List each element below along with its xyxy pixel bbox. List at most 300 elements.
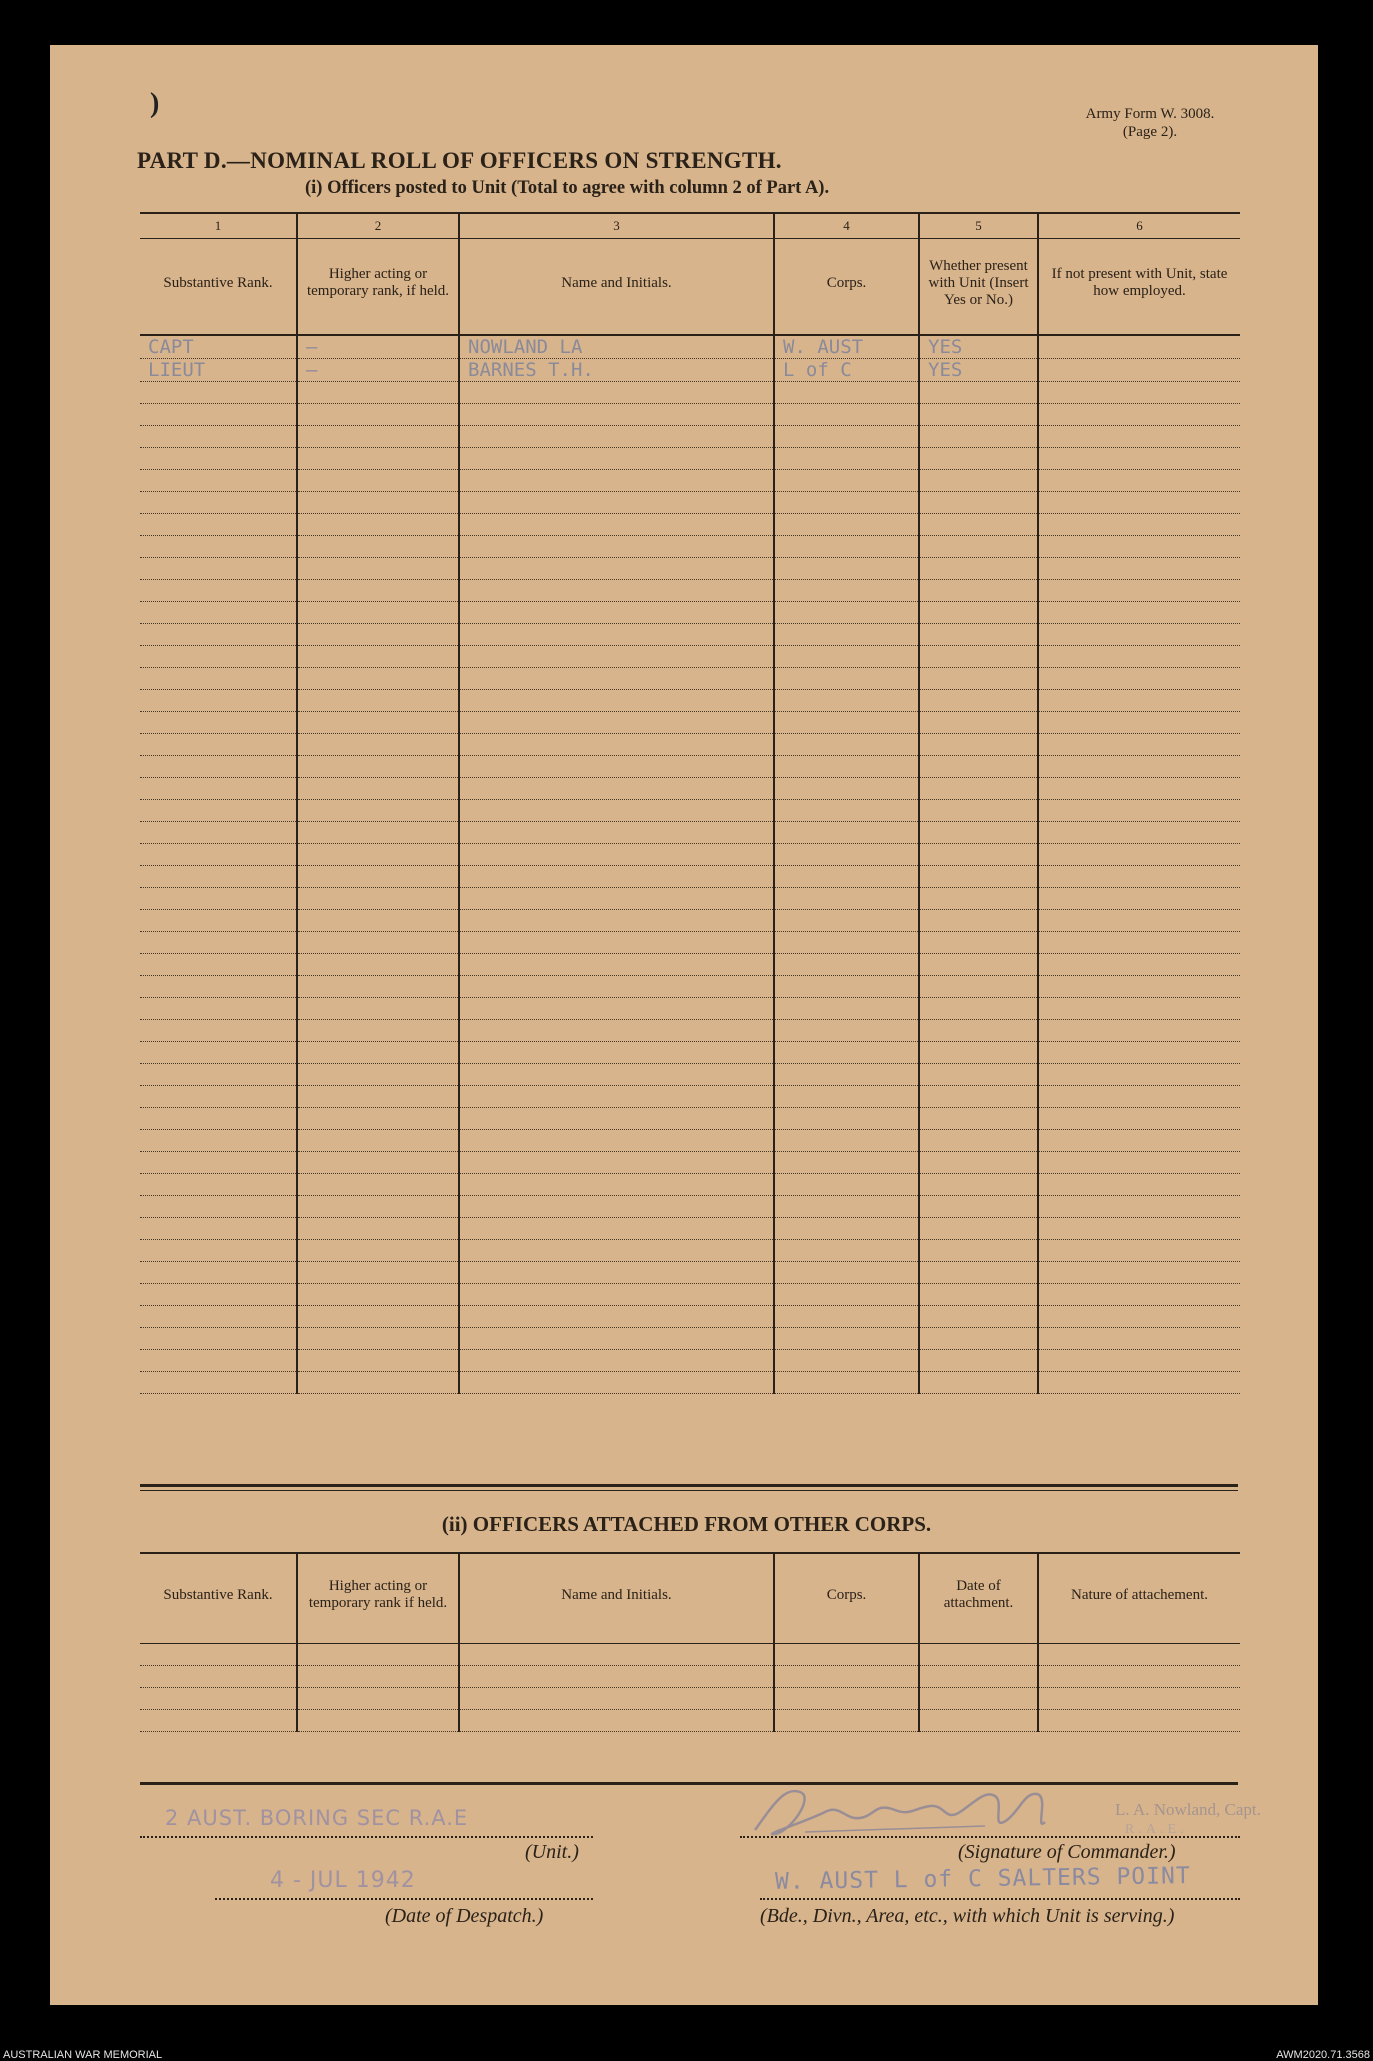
table-row [140,557,1240,579]
table-cell [774,799,919,821]
table-cell [774,1327,919,1349]
table-cell [919,1041,1038,1063]
table-row [140,909,1240,931]
table-cell [297,777,459,799]
table-cell [140,335,297,359]
watermark-left: AUSTRALIAN WAR MEMORIAL [3,2049,163,2061]
table-cell [140,887,297,909]
table-cell [297,557,459,579]
table-cell [140,579,297,601]
header-name-initials: Name and Initials. [459,1553,774,1643]
table-cell [919,1371,1038,1393]
table-row [140,535,1240,557]
table-cell [297,601,459,623]
tick-mark: ) [150,88,160,119]
table-cell [774,909,919,931]
table-cell [919,865,1038,887]
table-cell [140,1687,297,1709]
table-cell [140,1305,297,1327]
table-cell [774,1687,919,1709]
table-cell [459,1063,774,1085]
table-cell [297,623,459,645]
table-cell [140,667,297,689]
bde-handwriting: W. AUST L of C SALTERS POINT [774,1863,1191,1895]
officers-posted-table [140,212,1240,1394]
table-cell [459,909,774,931]
table-cell [919,1687,1038,1709]
table-cell [1038,843,1240,865]
table-row [140,513,1240,535]
table-cell [459,381,774,403]
table-row [140,1665,1240,1687]
table-cell [1038,931,1240,953]
table-cell [297,447,459,469]
table-row [140,733,1240,755]
table-cell [919,1709,1038,1731]
table-cell [919,1217,1038,1239]
table-cell [297,733,459,755]
table-cell [919,557,1038,579]
table-cell [140,1643,297,1665]
table-cell [459,557,774,579]
table-cell [297,1063,459,1085]
table-row [140,1371,1240,1393]
table-cell [459,1151,774,1173]
table-cell [140,491,297,513]
table-cell [774,1283,919,1305]
table-row [140,1173,1240,1195]
table-cell [1038,1063,1240,1085]
table-cell [297,1239,459,1261]
table-cell [297,1709,459,1731]
table-cell [919,601,1038,623]
table-cell [774,997,919,1019]
table-cell [297,335,459,359]
handwritten-entry: NOWLAND LA [468,335,583,358]
table-cell [459,623,774,645]
table-cell [919,579,1038,601]
table-cell [459,1665,774,1687]
table-cell [774,1349,919,1371]
handwritten-entry: LIEUT [148,358,206,381]
table-cell [1038,755,1240,777]
table-row [140,865,1240,887]
table-cell [1038,623,1240,645]
table-cell [459,1371,774,1393]
table-cell [774,579,919,601]
table-cell [1038,1261,1240,1283]
typed-unit: R.A.E. [1125,1822,1188,1837]
table-cell [297,1327,459,1349]
col-num-2: 2 [297,213,459,239]
table-cell [459,975,774,997]
table-cell [774,1261,919,1283]
header-date-attachment: Date of attachment. [919,1553,1038,1643]
table-cell [297,865,459,887]
table-cell [140,623,297,645]
table-cell [774,843,919,865]
table-cell [774,601,919,623]
col-num-5: 5 [919,213,1038,239]
table-cell [459,403,774,425]
table-cell [774,1239,919,1261]
table-cell [297,711,459,733]
table-cell [1038,557,1240,579]
header-higher-rank: Higher acting or temporary rank if held. [297,1553,459,1643]
table-cell [774,447,919,469]
table-cell [297,1019,459,1041]
table-cell [140,1173,297,1195]
table-cell [140,1063,297,1085]
handwritten-entry: CAPT [148,335,194,358]
header-corps: Corps. [774,239,919,335]
table-cell [1038,1665,1240,1687]
unit-caption: (Unit.) [525,1841,579,1863]
table-cell [774,1151,919,1173]
table-cell [459,865,774,887]
table-row [140,1349,1240,1371]
table-cell [1038,491,1240,513]
table-cell [297,1371,459,1393]
table-cell [140,1107,297,1129]
table-cell [459,1643,774,1665]
col-num-6: 6 [1038,213,1240,239]
handwritten-entry: — [306,335,318,358]
table-row [140,953,1240,975]
table-cell [1038,1217,1240,1239]
handwritten-entry: — [306,358,318,381]
table-cell [774,887,919,909]
table-cell [919,689,1038,711]
table-cell [140,909,297,931]
table-cell [459,645,774,667]
table-cell [774,953,919,975]
table-cell [459,1709,774,1731]
table-row [140,1107,1240,1129]
handwritten-entry: W. AUST [783,335,864,358]
table-row [140,1019,1240,1041]
table-cell [774,821,919,843]
table-cell [140,1371,297,1393]
header-name-initials: Name and Initials. [459,239,774,335]
table-cell [297,1217,459,1239]
table-cell [297,931,459,953]
table-cell [774,623,919,645]
table-cell [919,997,1038,1019]
table-cell [297,1687,459,1709]
table-cell [1038,1129,1240,1151]
table-cell [297,1129,459,1151]
table-cell [297,1261,459,1283]
handwritten-entry: L of C [783,358,852,381]
table-cell [774,1195,919,1217]
table-cell [459,1305,774,1327]
table-cell [919,733,1038,755]
table-row [140,1305,1240,1327]
table-cell [1038,1643,1240,1665]
table-cell [1038,799,1240,821]
date-caption: (Date of Despatch.) [385,1905,544,1927]
table-cell [459,513,774,535]
table-cell [1038,1041,1240,1063]
table-cell [1038,403,1240,425]
table-cell [459,491,774,513]
table-cell [459,469,774,491]
handwritten-entry: YES [928,358,963,381]
table-cell [297,843,459,865]
table-cell [140,975,297,997]
table-cell [297,535,459,557]
table-cell [1038,711,1240,733]
table-cell [140,689,297,711]
table-cell [459,1173,774,1195]
table-cell [140,777,297,799]
form-number-block [1045,105,1255,141]
date-stamp: 4 - JUL 1942 [270,1868,416,1893]
table-cell [1038,1107,1240,1129]
table-row [140,447,1240,469]
table-cell [459,1107,774,1129]
table-cell [1038,821,1240,843]
table-cell [459,1283,774,1305]
table-cell [140,1217,297,1239]
table-cell [919,821,1038,843]
typed-name: L. A. Nowland, Capt. [1115,1800,1261,1819]
table-cell [1038,1085,1240,1107]
table-row [140,975,1240,997]
header-corps: Corps. [774,1553,919,1643]
table-cell [1038,689,1240,711]
table-cell [140,535,297,557]
table-cell [297,425,459,447]
table-cell [1038,667,1240,689]
table-cell [1038,1349,1240,1371]
table-cell [1038,535,1240,557]
table-cell [919,1261,1038,1283]
bde-caption: (Bde., Divn., Area, etc., with which Unit is serving.) [760,1905,1175,1927]
table-cell [774,1305,919,1327]
table-cell [1038,513,1240,535]
table-cell [459,1217,774,1239]
table-cell [919,447,1038,469]
col-num-4: 4 [774,213,919,239]
table-cell [919,1643,1038,1665]
table-cell [140,1709,297,1731]
part-ii-title: (ii) OFFICERS ATTACHED FROM OTHER CORPS. [441,1512,932,1536]
table-row [140,843,1240,865]
table-cell [459,887,774,909]
table-cell [140,1665,297,1687]
table-cell [140,1085,297,1107]
table-cell [140,755,297,777]
table-cell [919,535,1038,557]
officers-attached-table [140,1552,1240,1732]
table-cell [297,689,459,711]
table-cell [459,1349,774,1371]
table-cell [140,403,297,425]
table-row [140,799,1240,821]
table-cell [297,1349,459,1371]
table-cell [919,645,1038,667]
table-row [140,335,1240,359]
table-cell [459,1129,774,1151]
table-row [140,1261,1240,1283]
table-cell [774,975,919,997]
table-row [140,358,1240,381]
table-row [140,579,1240,601]
table-cell [774,865,919,887]
table-cell [1038,733,1240,755]
table-row [140,1239,1240,1261]
table-cell [1038,1151,1240,1173]
table-row [140,403,1240,425]
table-cell [459,1327,774,1349]
table-row [140,601,1240,623]
table-cell [459,447,774,469]
table-cell [774,1709,919,1731]
table-cell [140,381,297,403]
table-cell [774,1019,919,1041]
table-cell [297,1195,459,1217]
header-substantive-rank: Substantive Rank. [163,274,273,291]
form-number: Army Form W. 3008. [1085,106,1215,122]
table-cell [774,335,919,359]
table-row [140,711,1240,733]
table-cell [919,1349,1038,1371]
table-cell [774,733,919,755]
table-cell [297,1041,459,1063]
table-cell [774,645,919,667]
table-cell [919,887,1038,909]
table-row [140,1041,1240,1063]
table-cell [919,799,1038,821]
table-cell [1038,358,1240,381]
handwritten-entry: BARNES T.H. [468,358,594,381]
table-cell [140,1349,297,1371]
table-cell [140,1019,297,1041]
table-cell [459,335,774,359]
table-cell [1038,997,1240,1019]
table-cell [140,953,297,975]
table-cell [297,953,459,975]
table-cell [297,1665,459,1687]
table-cell [140,447,297,469]
table-row [140,491,1240,513]
table-cell [774,1129,919,1151]
table-cell [459,777,774,799]
table-cell [919,335,1038,359]
table-cell [1038,953,1240,975]
table-cell [140,1261,297,1283]
table-cell [459,667,774,689]
col-num-1: 1 [214,218,222,233]
table-cell [297,1151,459,1173]
table-row [140,997,1240,1019]
table-cell [297,469,459,491]
table-cell [919,1085,1038,1107]
table-cell [297,667,459,689]
table-cell [459,1041,774,1063]
table-cell [919,975,1038,997]
table-cell [774,711,919,733]
table-cell [919,667,1038,689]
signature-line [740,1836,1240,1838]
table-cell [919,953,1038,975]
table-cell [140,1239,297,1261]
table-cell [1038,887,1240,909]
table-row [140,1687,1240,1709]
table-cell [297,1173,459,1195]
table-cell [919,1129,1038,1151]
table-cell [459,601,774,623]
table-cell [297,799,459,821]
table-cell [459,358,774,381]
table-cell [297,909,459,931]
table-cell [919,513,1038,535]
table-cell [297,645,459,667]
table-cell [140,425,297,447]
table-cell [774,1665,919,1687]
table-cell [459,755,774,777]
table-cell [140,1151,297,1173]
table-row [140,887,1240,909]
table-cell [774,755,919,777]
table-cell [919,403,1038,425]
table-row [140,381,1240,403]
table-cell [297,1305,459,1327]
table-cell [919,843,1038,865]
table-cell [459,953,774,975]
date-line [215,1898,593,1900]
table-cell [459,535,774,557]
table-row [140,1129,1240,1151]
table-cell [140,931,297,953]
table-cell [459,1239,774,1261]
form-page: (Page 2). [1122,124,1178,140]
table-row [140,1085,1240,1107]
table-row [140,1151,1240,1173]
unit-stamp: 2 AUST. BORING SEC R.A.E [165,1806,469,1830]
table-cell [459,711,774,733]
table-cell [919,931,1038,953]
table-cell [459,733,774,755]
table-cell [919,1151,1038,1173]
table-cell [774,358,919,381]
table-cell [459,425,774,447]
table-cell [297,579,459,601]
table-row [140,1217,1240,1239]
table-cell [140,601,297,623]
table-cell [297,821,459,843]
table-row [140,425,1240,447]
table-row [140,1709,1240,1731]
table-cell [919,711,1038,733]
table-cell [774,1107,919,1129]
table-row [140,1643,1240,1665]
table-cell [459,799,774,821]
table-cell [919,1107,1038,1129]
table-row [140,645,1240,667]
table-cell [1038,1173,1240,1195]
table-cell [1038,1305,1240,1327]
table-cell [919,358,1038,381]
table-cell [140,711,297,733]
table-cell [459,843,774,865]
table-cell [919,1019,1038,1041]
table-cell [1038,645,1240,667]
table-cell [774,513,919,535]
table-cell [919,425,1038,447]
